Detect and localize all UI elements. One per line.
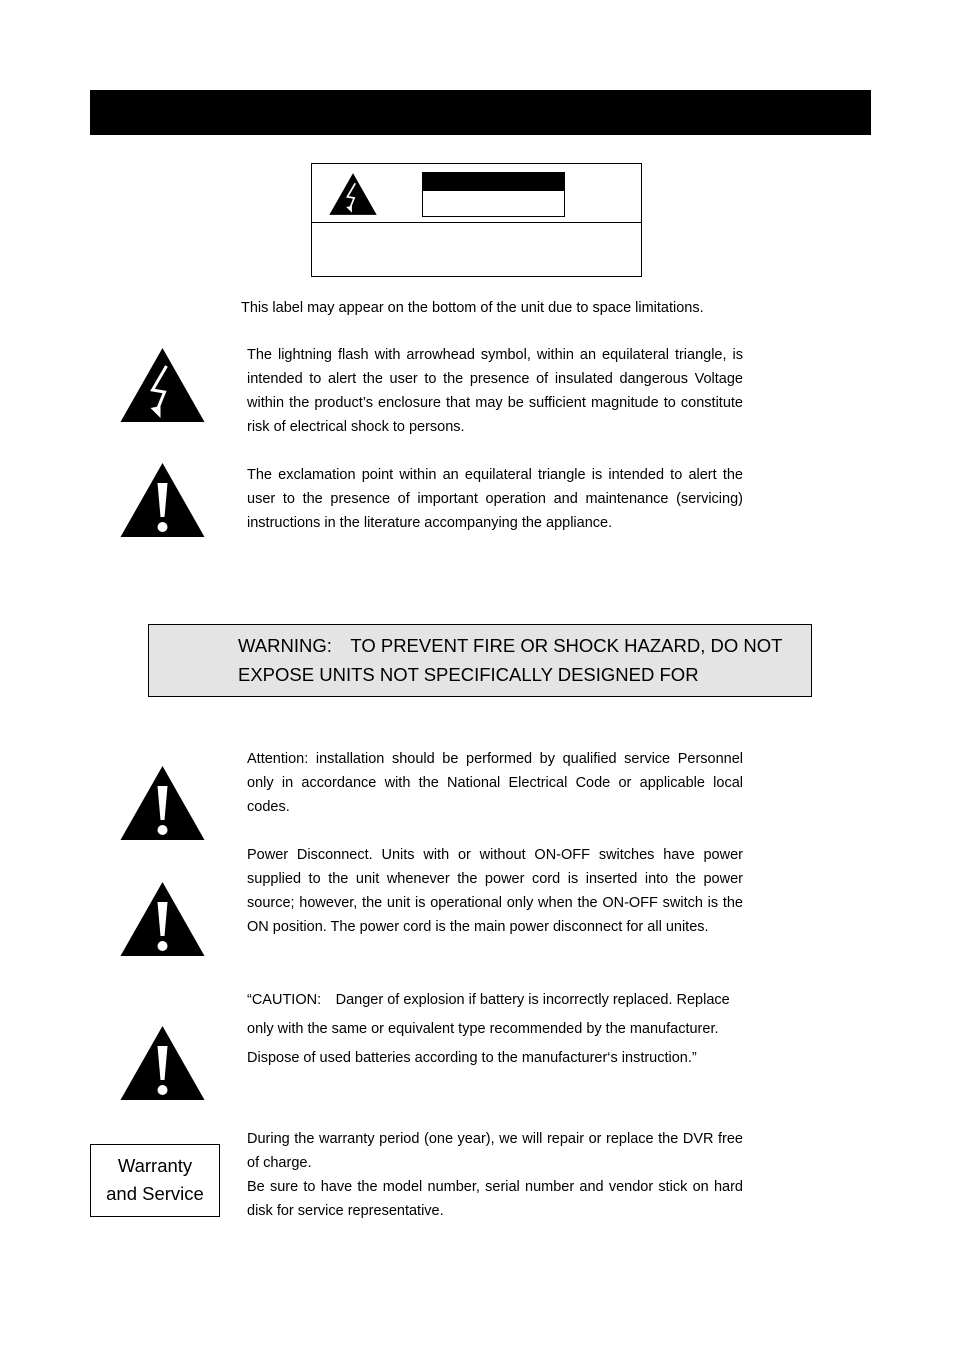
exclamation-symbol-note: The exclamation point within an equilateral triangle is intended to alert the user to the presence of important operation and maintenance (servicing) instructions in the literature accompanying the appliance. bbox=[247, 467, 743, 531]
lightning-warning-icon bbox=[118, 346, 207, 424]
caution-label-divider bbox=[312, 222, 641, 223]
warranty-service-box bbox=[90, 1144, 220, 1217]
lightning-warning-icon bbox=[328, 172, 378, 216]
exclamation-warning-icon bbox=[118, 1024, 207, 1102]
power-disconnect-note: Power Disconnect. Units with or without ON-OFF switches have power supplied to the unit whenever the power cord is inserted into the power source; however, the unit is operational only when the ON-OFF switch is the ON position. The power cord is the main power disconnect for all unites. bbox=[247, 847, 743, 935]
service-info-note: Be sure to have the model number, serial number and vendor stick on hard disk for service representative. bbox=[247, 1179, 743, 1219]
label-location-note: This label may appear on the bottom of the unit due to space limitations. bbox=[241, 300, 704, 316]
fire-shock-warning-text: WARNING: TO PREVENT FIRE OR SHOCK HAZARD, DO NOT EXPOSE UNITS NOT SPECIFICALLY DESIGNED FOR bbox=[238, 635, 783, 685]
exclamation-warning-icon bbox=[118, 461, 207, 539]
exclamation-warning-icon bbox=[118, 764, 207, 842]
battery-caution-note: “CAUTION: Danger of explosion if battery is incorrectly replaced. Replace only with the same or equivalent type recommended by the manufacturer. Dispose of used batteries according to the manufacturer‘s instruction.” bbox=[247, 992, 730, 1066]
attention-note: Attention: installation should be performed by qualified service Personnel only in accordance with the National Electrical Code or applicable local codes. bbox=[247, 751, 743, 815]
warranty-period-note: During the warranty period (one year), we will repair or replace the DVR free of charge. bbox=[247, 1131, 743, 1171]
exclamation-warning-icon bbox=[118, 880, 207, 958]
caution-label bbox=[311, 163, 642, 277]
caution-label-box bbox=[422, 172, 565, 217]
fire-shock-warning-box bbox=[148, 624, 812, 697]
warranty-service-label: Warranty and Service bbox=[106, 1155, 204, 1204]
title-bar bbox=[90, 90, 871, 135]
lightning-symbol-note: The lightning flash with arrowhead symbol, within an equilateral triangle, is intended to alert the user to the presence of insulated dangerous Voltage within the product’s enclosure that may be sufficient magnitude to constitute risk of electrical shock to persons. bbox=[247, 347, 743, 435]
